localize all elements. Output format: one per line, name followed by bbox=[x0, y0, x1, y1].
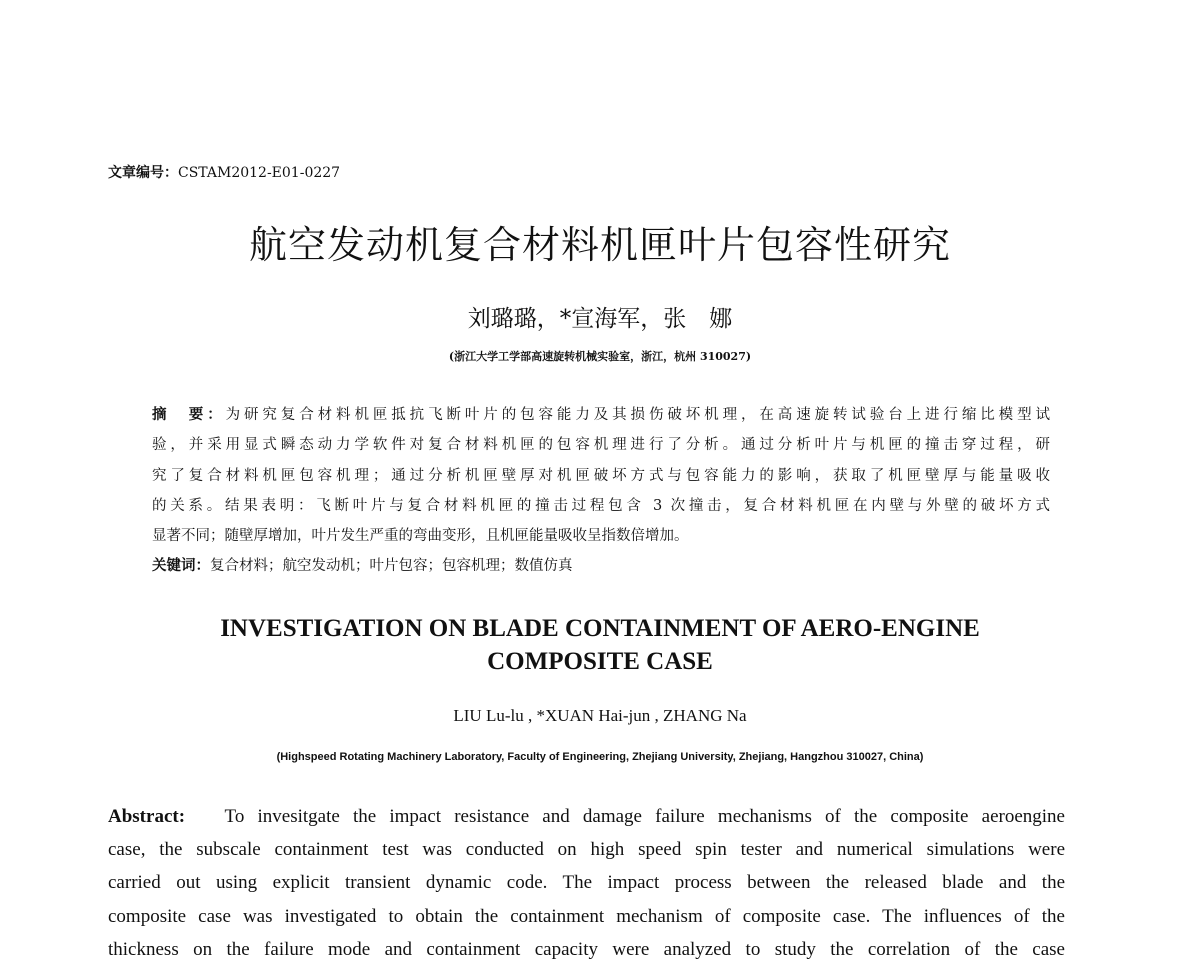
chinese-abstract-label: 摘 要： bbox=[152, 407, 226, 423]
english-abstract-line: case, the subscale containment test was conducted on high speed spin tester and numerical simulations were bbox=[108, 839, 1065, 861]
chinese-keywords bbox=[152, 551, 1050, 581]
english-affiliation: (Highspeed Rotating Machinery Laboratory, Faculty of Engineering, Zhejiang University, Zhejiang, Hangzhou 310027, China) bbox=[276, 751, 924, 763]
chinese-title: 航空发动机复合材料机匣叶片包容性研究 bbox=[248, 223, 951, 267]
english-authors: LIU Lu-lu , *XUAN Hai-jun , ZHANG Na bbox=[453, 706, 747, 725]
article-number bbox=[108, 162, 340, 182]
chinese-authors: 刘璐璐，*宣海军，张 娜 bbox=[467, 306, 733, 332]
english-abstract-line: thickness on the failure mode and containment capacity were analyzed to study the correlation of the case bbox=[108, 938, 1065, 960]
keywords-text: 复合材料；航空发动机；叶片包容；包容机理；数值仿真 bbox=[210, 558, 573, 575]
chinese-affiliation: (浙江大学工学部高速旋转机械实验室，浙江，杭州 310027) bbox=[448, 350, 752, 363]
abstract-text: 为研究复合材料机匣抵抗飞断叶片的包容能力及其损伤破坏机理，在高速旋转试验台上进行缩比模型试 bbox=[225, 407, 1050, 423]
english-title-line: COMPOSITE CASE bbox=[487, 648, 713, 675]
chinese-abstract-line: 的关系。结果表明：飞断叶片与复合材料机匣的撞击过程包含 3 次撞击，复合材料机匣在内壁与外壁的破坏方式 bbox=[152, 497, 1050, 514]
english-abstract-line bbox=[108, 800, 1065, 833]
english-abstract-label: Abstract: bbox=[108, 806, 186, 827]
chinese-abstract bbox=[152, 400, 1050, 582]
article-number-value: CSTAM2012-E01-0227 bbox=[178, 165, 341, 181]
chinese-abstract-line bbox=[152, 400, 1050, 430]
english-abstract-line: carried out using explicit transient dynamic code. The impact process between the released blade and the bbox=[108, 872, 1065, 894]
english-title bbox=[0, 612, 1200, 678]
abstract-text: To invesitgate the impact resistance and damage failure mechanisms of the composite aeroengine bbox=[224, 806, 1065, 827]
chinese-abstract-line: 显著不同；随壁厚增加，叶片发生严重的弯曲变形，且机匣能量吸收呈指数倍增加。 bbox=[152, 528, 689, 545]
english-abstract bbox=[108, 800, 1065, 966]
chinese-abstract-line: 验，并采用显式瞬态动力学软件对复合材料机匣的包容机理进行了分析。通过分析叶片与机匣的撞击穿过程，研 bbox=[152, 437, 1050, 454]
english-title-line: INVESTIGATION ON BLADE CONTAINMENT OF AERO-ENGINE bbox=[220, 615, 980, 642]
article-number-label: 文章编号： bbox=[108, 165, 178, 181]
keywords-label: 关键词： bbox=[152, 558, 210, 575]
english-abstract-line: composite case was investigated to obtain the containment mechanism of composite case. The influences of the bbox=[108, 905, 1065, 927]
chinese-abstract-line: 究了复合材料机匣包容机理；通过分析机匣壁厚对机匣破坏方式与包容能力的影响，获取了机匣壁厚与能量吸收 bbox=[152, 467, 1050, 484]
